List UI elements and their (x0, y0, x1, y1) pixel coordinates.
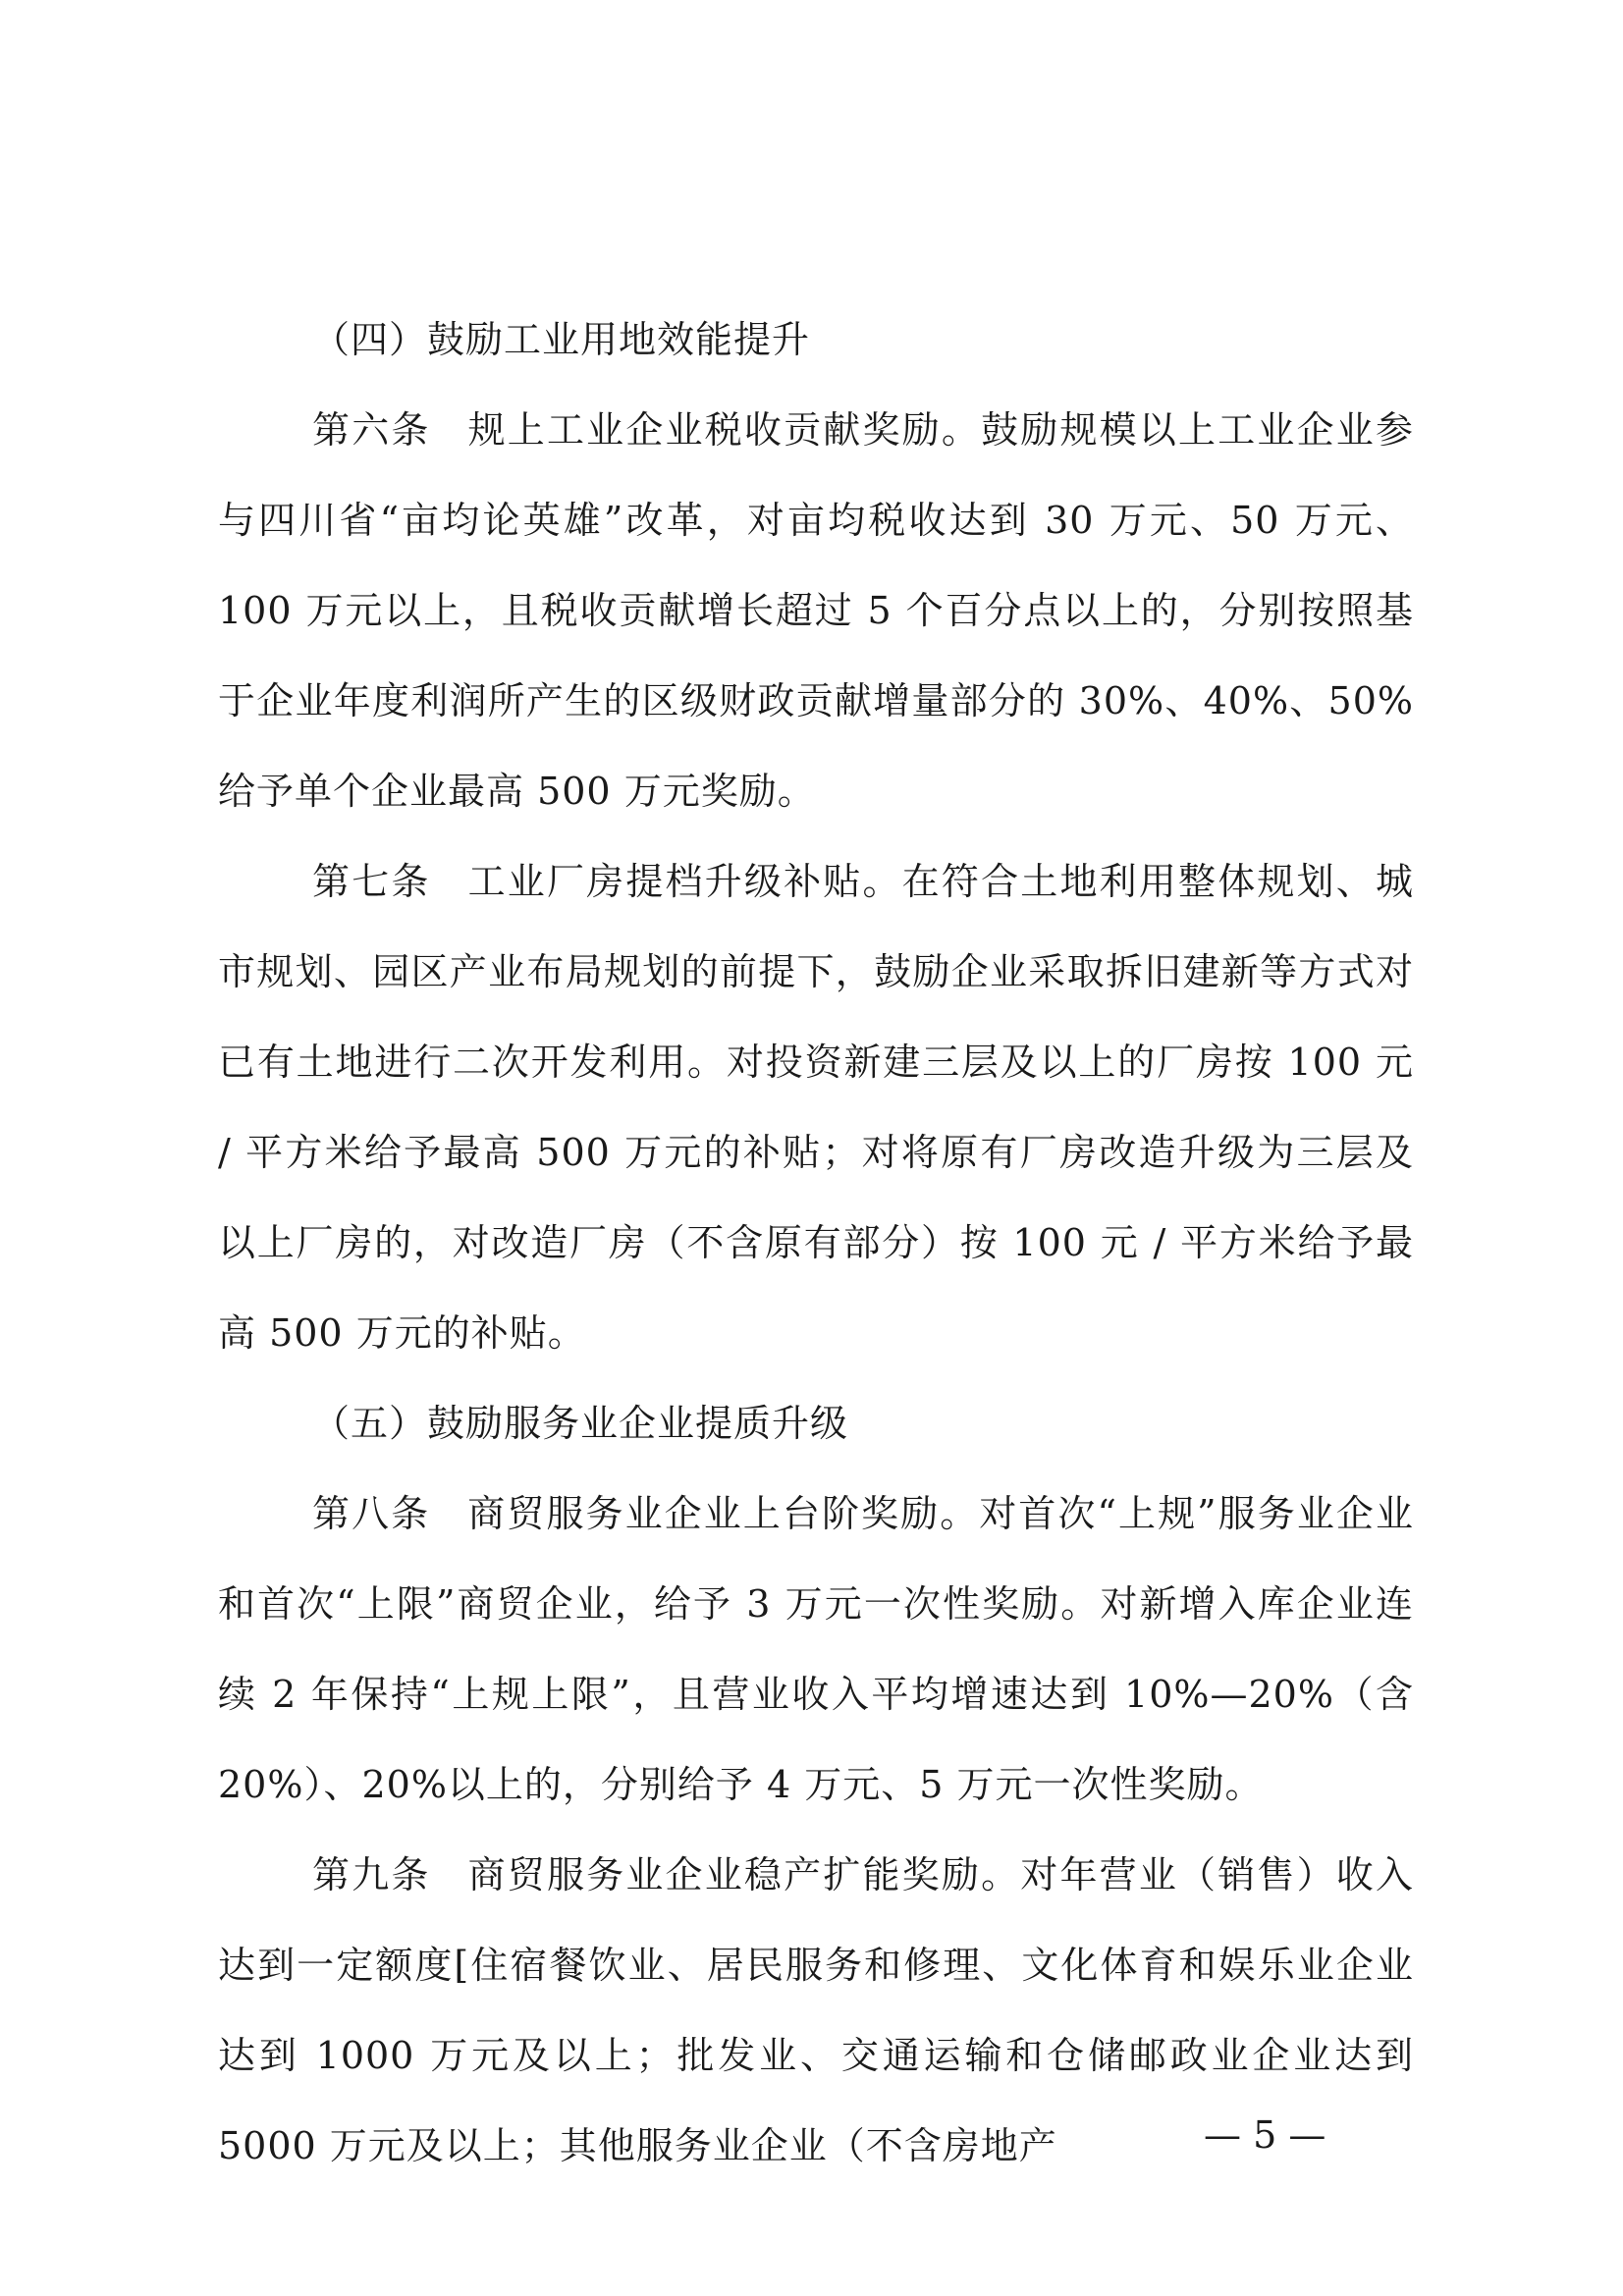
article-8 (218, 1468, 1414, 1830)
article-6-label: 第六条 (312, 408, 431, 452)
document-body (218, 294, 1414, 2191)
article-6-text: 规上工业企业税收贡献奖励。鼓励规模以上工业企业参与四川省“亩均论英雄”改革，对亩均税收达到 30 万元、50 万元、100 万元以上，且税收贡献增长超过 5 个百分点以上的，分别按照基于企业年度利润所产生的区级财政贡献增量部分的 30%、40%、50%给予单个企业最高 500 万元奖励。 (218, 408, 1414, 813)
article-9-text: 商贸服务业企业稳产扩能奖励。对年营业（销售）收入达到一定额度[住宿餐饮业、居民服务和修理、文化体育和娱乐业企业达到 1000 万元及以上；批发业、交通运输和仓储邮政业企业达到 5000 万元及以上；其他服务业企业（不含房地产 (218, 1853, 1414, 2167)
article-9-label: 第九条 (312, 1853, 431, 1896)
article-7-label: 第七条 (312, 860, 431, 903)
article-6 (218, 385, 1414, 836)
article-8-text: 商贸服务业企业上台阶奖励。对首次“上规”服务业企业和首次“上限”商贸企业，给予 3 万元一次性奖励。对新增入库企业连续 2 年保持“上规上限”，且营业收入平均增速达到 10%—20%（含 20%）、20%以上的，分别给予 4 万元、5 万元一次性奖励。 (218, 1492, 1414, 1806)
article-7 (218, 836, 1414, 1378)
page-number: — 5 — (1204, 2113, 1326, 2157)
section-heading-4: （四）鼓励工业用地效能提升 (312, 318, 811, 361)
article-7-text: 工业厂房提档升级补贴。在符合土地利用整体规划、城市规划、园区产业布局规划的前提下，鼓励企业采取拆旧建新等方式对已有土地进行二次开发利用。对投资新建三层及以上的厂房按 100 元 / 平方米给予最高 500 万元的补贴；对将原有厂房改造升级为三层及以上厂房的，对改造厂房（不含原有部分）按 100 元 / 平方米给予最高 500 万元的补贴。 (218, 860, 1414, 1355)
article-8-label: 第八条 (312, 1492, 431, 1535)
section-heading-5: （五）鼓励服务业企业提质升级 (312, 1402, 849, 1445)
